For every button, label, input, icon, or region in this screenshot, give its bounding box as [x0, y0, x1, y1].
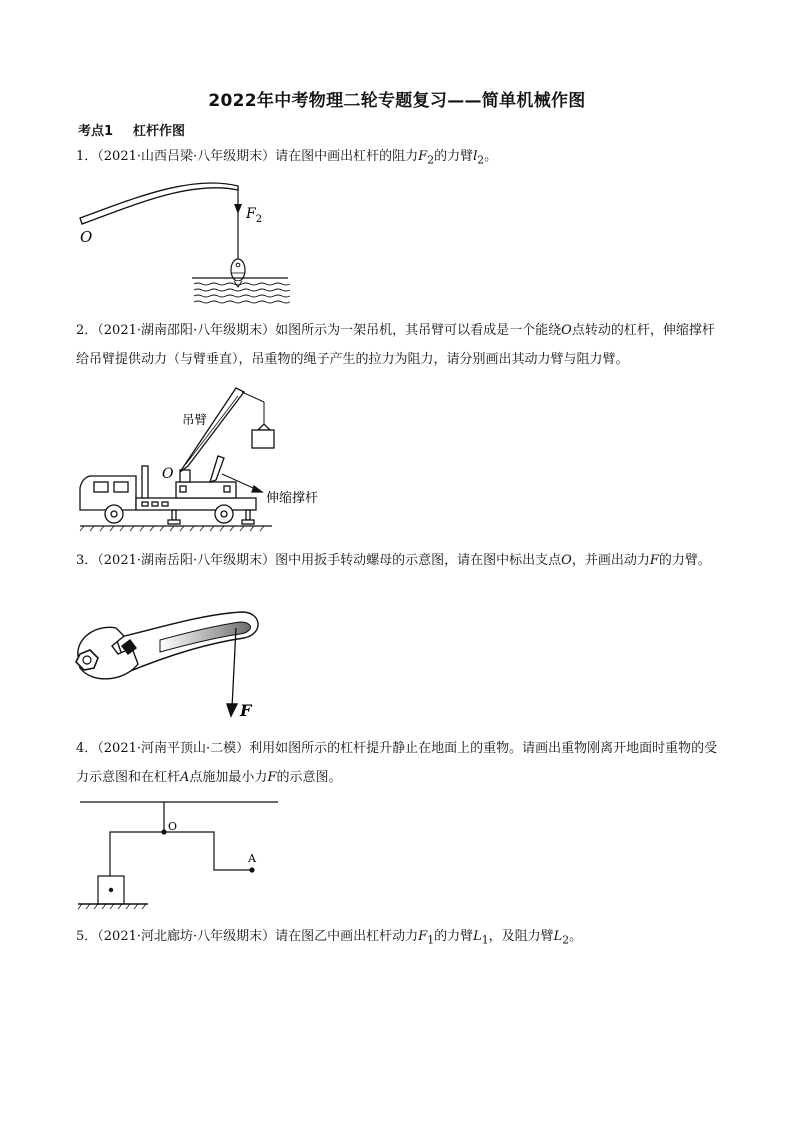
q2-number: 2．	[76, 323, 98, 338]
section-heading	[78, 120, 185, 139]
q5-l2-symbol: L	[553, 929, 563, 944]
q4-f-symbol: F	[267, 770, 277, 785]
q4-source: （2021·河南平顶山·二模）	[97, 741, 250, 756]
q5-l2-sub: 2	[562, 933, 570, 947]
fig4-point-o: O	[168, 820, 178, 833]
q4-text-b: 点施加最小力	[189, 770, 268, 785]
q1-force-symbol: F	[418, 149, 428, 164]
q5-f-sub: 1	[427, 933, 435, 947]
q5-l1-sub: 1	[481, 933, 489, 947]
q2-text-a: 如图所示为一架吊机，其吊臂可以看成是一个能绕	[275, 323, 562, 338]
crane-figure	[76, 386, 366, 536]
q2-text-b: 点转动的杠杆，伸缩撑杆给吊臂提供动力（与臂垂直），吊重物的绳子产生的拉力为阻力，请分别画出其动力臂与阻力臂。	[76, 323, 715, 367]
q2-source: （2021·湖南邵阳·八年级期末）	[97, 323, 276, 338]
q1-text-a: 请在图中画出杠杆的阻力	[275, 149, 419, 164]
q1-text-c: 。	[484, 149, 498, 164]
q1-source: （2021·山西吕梁·八年级期末）	[97, 149, 276, 164]
q3-o-symbol: O	[561, 553, 572, 568]
q5-source: （2021·河北廊坊·八年级期末）	[97, 929, 276, 944]
q5-text-b: 的力臂	[434, 929, 474, 944]
strut-label: 伸缩撑杆	[266, 491, 319, 506]
q5-l1-symbol: L	[473, 929, 482, 944]
fig1-force-label: $F_2$	[246, 206, 263, 225]
q1-arm-symbol: l	[473, 149, 478, 164]
q5-text-c: ，及阻力臂	[488, 929, 554, 944]
q3-text-c: 的力臂。	[658, 553, 711, 568]
question-2	[76, 316, 718, 374]
q1-text-b: 的力臂	[434, 149, 474, 164]
wrench-figure	[72, 608, 272, 720]
q5-text-d: 。	[569, 929, 583, 944]
q4-text-c: 的示意图。	[276, 770, 342, 785]
q5-text-a: 请在图乙中画出杠杆动力	[275, 929, 419, 944]
lever-figure	[74, 792, 294, 914]
fig3-force-label: F	[240, 701, 252, 720]
q3-text-a: 图中用扳手转动螺母的示意图，请在图中标出支点	[275, 553, 562, 568]
q5-f-symbol: F	[418, 929, 428, 944]
q1-arm-sub: 2	[477, 153, 485, 167]
q1-number: 1．	[76, 149, 98, 164]
q2-o-symbol: O	[561, 323, 572, 338]
fig2-point-o: O	[162, 466, 174, 482]
q5-number: 5．	[76, 929, 98, 944]
fig1-point-o: O	[80, 228, 93, 246]
fig4-point-a: A	[248, 852, 256, 865]
q3-f-symbol: F	[649, 553, 659, 568]
fishing-rod-figure	[70, 170, 300, 310]
question-5	[76, 922, 718, 955]
q3-text-b: ，并画出动力	[571, 553, 650, 568]
q3-number: 3．	[76, 553, 98, 568]
q4-number: 4．	[76, 741, 98, 756]
q4-text-a: 利用如图所示的杠杆提升静止在地面上的重物。请画出重物刚离开地面时重物的受力示意图和在杠杆	[76, 741, 718, 785]
boom-label: 吊臂	[182, 412, 208, 427]
q4-a-symbol: A	[180, 770, 190, 785]
question-3	[76, 546, 718, 575]
q3-source: （2021·湖南岳阳·八年级期末）	[97, 553, 276, 568]
page-title: 2022年中考物理二轮专题复习——简单机械作图	[208, 91, 586, 111]
section-name: 杠杆作图	[133, 124, 186, 139]
section-number: 考点1	[78, 124, 114, 139]
q1-force-sub: 2	[427, 153, 435, 167]
question-4	[76, 734, 718, 792]
